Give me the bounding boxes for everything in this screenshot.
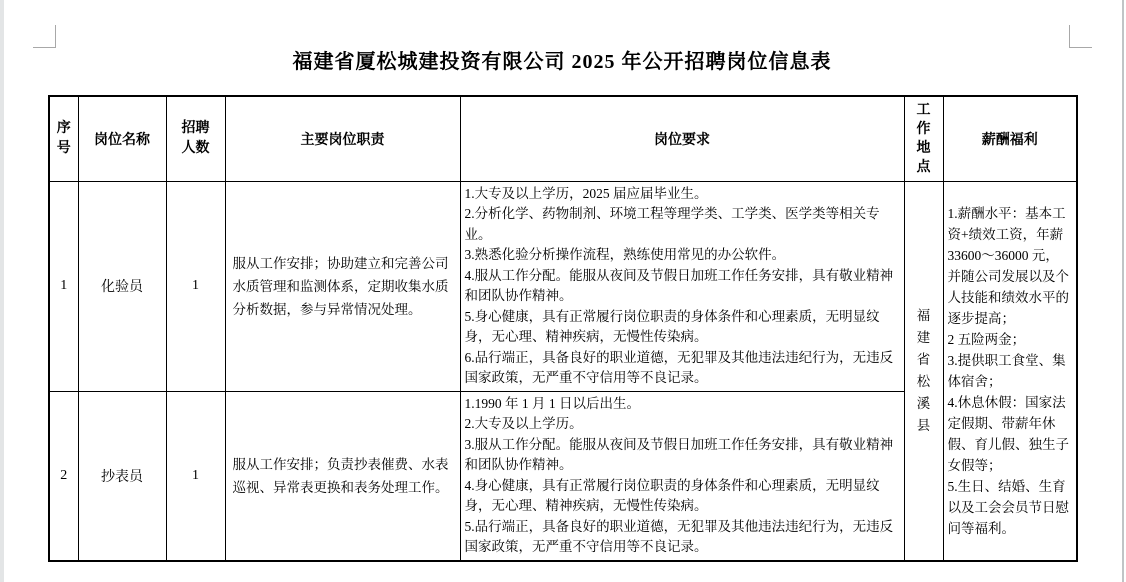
list-item: 2.大专及以上学历。 [464,416,583,431]
work-location-text: 福建省松溪县 [916,307,931,433]
list-item: 4.服从工作分配。能服从夜间及节假日加班工作任务安排，具有敬业精神和团队协作精神。 [464,267,894,303]
header-salary [943,96,1077,181]
header-location-label: 工作地点 [916,102,931,175]
row1-duties: 服从工作安排；协助建立和完善公司水质管理和监测体系，定期收集水质分析数据，参与异常情况处理。 [225,181,460,391]
header-requirements-label: 岗位要求 [654,132,710,148]
header-duties-label: 主要岗位职责 [300,132,385,148]
list-item: 4.身心健康，具有正常履行岗位职责的身体条件和心理素质，无明显纹身，无心理、精神疾病，无慢性传染病。 [464,477,880,513]
table-row-laborant [49,181,1077,391]
list-item: 5.身心健康，具有正常履行岗位职责的身体条件和心理素质，无明显纹身，无心理、精神疾病，无慢性传染病。 [464,308,880,344]
row2-headcount: 1 [166,391,225,561]
header-salary-label: 薪酬福利 [981,132,1038,148]
header-headcount-label: 招聘人数 [181,120,210,156]
header-duties [225,96,460,181]
list-item: 1.1990 年 1 月 1 日以后出生。 [464,395,640,411]
list-item: 3.熟悉化验分析操作流程，熟练使用常见的办公软件。 [464,247,786,262]
header-requirements [460,96,904,181]
table-header-row [49,96,1077,181]
list-item: 4.休息休假：国家法定假期、带薪年休假、育儿假、独生子女假等； [947,394,1069,473]
text-boundary-mark-top-right [1069,25,1092,48]
document-title: 福建省厦松城建投资有限公司 2025 年公开招聘岗位信息表 [292,51,832,73]
row2-index: 2 [49,391,78,561]
list-item: 5.生日、结婚、生育以及工会会员节日慰问等福利。 [947,478,1069,536]
row1-requirements [460,181,904,391]
list-item: 6.品行端正，具备良好的职业道德，无犯罪及其他违法违纪行为，无违反国家政策，无严重不守信用等不良记录。 [464,349,894,385]
list-item: 3.服从工作分配。能服从夜间及节假日加班工作任务安排，具有敬业精神和团队协作精神。 [464,436,894,472]
row1-position-name: 化验员 [78,181,166,391]
header-index [49,96,78,181]
list-item: 1.薪酬水平：基本工资+绩效工资，年薪 33600～36000 元，并随公司发展以及个人技能和绩效水平的逐步提高； [947,205,1069,326]
header-index-label: 序号 [56,120,71,156]
list-item: 2.分析化学、药物制剂、环境工程等理学类、工学类、医学类等相关专业。 [464,206,880,242]
header-headcount [166,96,225,181]
header-location [904,96,943,181]
page-right-edge [1122,0,1124,582]
page-left-edge [0,0,4,582]
list-item: 3.提供职工食堂、集体宿舍； [947,352,1066,389]
row2-requirements [460,391,904,561]
list-item: 1.大专及以上学历，2025 届应届毕业生。 [464,185,708,201]
salary-benefits-cell [943,181,1077,561]
header-position-label: 岗位名称 [94,132,150,148]
job-info-table [48,95,1078,562]
text-boundary-mark-top-left [33,25,56,48]
row1-headcount: 1 [166,181,225,391]
list-item: 2 五险两金； [947,331,1026,347]
work-location-cell [904,181,943,561]
row2-position-name: 抄表员 [78,391,166,561]
list-item: 5.品行端正，具备良好的职业道德，无犯罪及其他违法违纪行为，无违反国家政策，无严重不守信用等不良记录。 [464,518,894,554]
row2-duties: 服从工作安排；负责抄表催费、水表巡视、异常表更换和表务处理工作。 [225,391,460,561]
header-position [78,96,166,181]
row1-index: 1 [49,181,78,391]
